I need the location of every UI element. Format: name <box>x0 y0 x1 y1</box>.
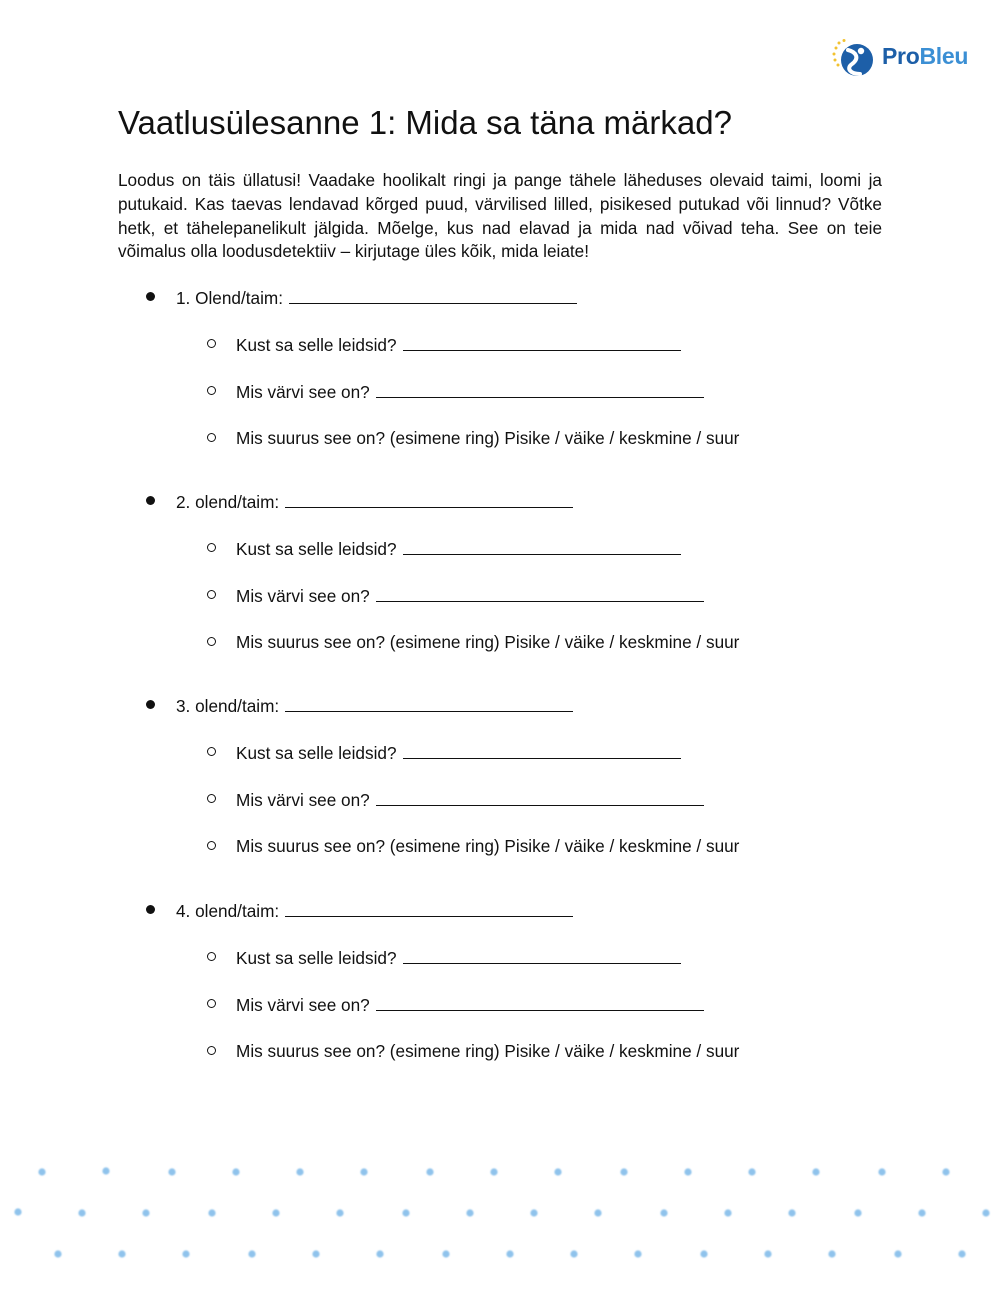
item-1-size-label: Mis suurus see on? (esimene ring) Pisike / väike / keskmine / suur <box>236 428 740 448</box>
item-2-where <box>236 537 681 560</box>
item-4-label: 4. olend/taim: <box>176 901 280 921</box>
bullet-circle-icon <box>207 637 216 646</box>
bullet-circle-icon <box>207 339 216 348</box>
bullet-circle-icon <box>207 747 216 756</box>
item-1-where-label: Kust sa selle leidsid? <box>236 335 397 355</box>
item-3-label: 3. olend/taim: <box>176 696 280 716</box>
item-4-heading <box>176 899 573 922</box>
logo-text-bleu: Bleu <box>919 43 969 69</box>
item-2-label: 2. olend/taim: <box>176 492 280 512</box>
item-1-heading <box>176 286 577 309</box>
item-1-color-label: Mis värvi see on? <box>236 382 370 402</box>
item-1-label: 1. Olend/taim: <box>176 288 283 308</box>
item-1-answer-line[interactable] <box>289 286 577 304</box>
item-1-where-answer-line[interactable] <box>403 333 681 351</box>
item-3-color-label: Mis värvi see on? <box>236 790 370 810</box>
item-4-size <box>236 1040 739 1062</box>
item-4-where-answer-line[interactable] <box>403 946 681 964</box>
bullet-circle-icon <box>207 386 216 395</box>
item-3-answer-line[interactable] <box>285 694 573 712</box>
probleu-emblem-icon <box>830 38 878 80</box>
logo-text-pro: Pro <box>882 43 920 69</box>
bullet-circle-icon <box>207 590 216 599</box>
bullet-dot-icon <box>146 496 155 505</box>
bullet-dot-icon <box>146 905 155 914</box>
item-3-color <box>236 788 704 811</box>
item-4-answer-line[interactable] <box>285 899 573 917</box>
page-title: Vaatlusülesanne 1: Mida sa täna märkad? <box>118 104 732 141</box>
item-4-where <box>236 946 681 969</box>
item-3-size-label: Mis suurus see on? (esimene ring) Pisike / väike / keskmine / suur <box>236 836 740 856</box>
intro-paragraph: Loodus on täis üllatusi! Vaadake hoolikalt ringi ja pange tähele läheduses olevaid taimi, loomi ja putukaid. Kas taevas lendavad kõrged puud, värvilised lilled, pisikesed putukad või linnud? Võtke hetk, et tähelepanelikult jälgida. Mõelge, kus nad elavad ja mida nad võivad teha. See on teie võimalus olla loodusdetektiiv – kirjutage üles kõik, mida leiate! <box>118 170 882 262</box>
bullet-circle-icon <box>207 999 216 1008</box>
decorative-dot-pattern <box>0 1150 1000 1280</box>
item-4-size-label: Mis suurus see on? (esimene ring) Pisike / väike / keskmine / suur <box>236 1041 740 1061</box>
bullet-dot-icon <box>146 292 155 301</box>
bullet-dot-icon <box>146 700 155 709</box>
item-2-color <box>236 584 704 607</box>
bullet-circle-icon <box>207 794 216 803</box>
item-4-color-label: Mis värvi see on? <box>236 995 370 1015</box>
item-3-size <box>236 835 739 857</box>
item-3-where-answer-line[interactable] <box>403 741 681 759</box>
item-1-color <box>236 380 704 403</box>
item-4-color <box>236 993 704 1016</box>
item-2-color-label: Mis värvi see on? <box>236 586 370 606</box>
logo-wordmark <box>882 43 968 70</box>
item-2-heading <box>176 490 573 513</box>
item-2-where-label: Kust sa selle leidsid? <box>236 539 397 559</box>
bullet-circle-icon <box>207 543 216 552</box>
item-2-size <box>236 631 739 653</box>
item-3-where-label: Kust sa selle leidsid? <box>236 743 397 763</box>
bullet-circle-icon <box>207 841 216 850</box>
bullet-circle-icon <box>207 433 216 442</box>
item-2-where-answer-line[interactable] <box>403 537 681 555</box>
item-1-color-answer-line[interactable] <box>376 380 704 398</box>
probleu-logo <box>830 38 980 80</box>
bullet-circle-icon <box>207 952 216 961</box>
item-1-where <box>236 333 681 356</box>
item-2-answer-line[interactable] <box>285 490 573 508</box>
item-4-where-label: Kust sa selle leidsid? <box>236 948 397 968</box>
item-2-size-label: Mis suurus see on? (esimene ring) Pisike / väike / keskmine / suur <box>236 632 740 652</box>
item-3-where <box>236 741 681 764</box>
item-3-color-answer-line[interactable] <box>376 788 704 806</box>
item-1-size <box>236 427 739 449</box>
item-3-heading <box>176 694 573 717</box>
bullet-circle-icon <box>207 1046 216 1055</box>
item-4-color-answer-line[interactable] <box>376 993 704 1011</box>
item-2-color-answer-line[interactable] <box>376 584 704 602</box>
